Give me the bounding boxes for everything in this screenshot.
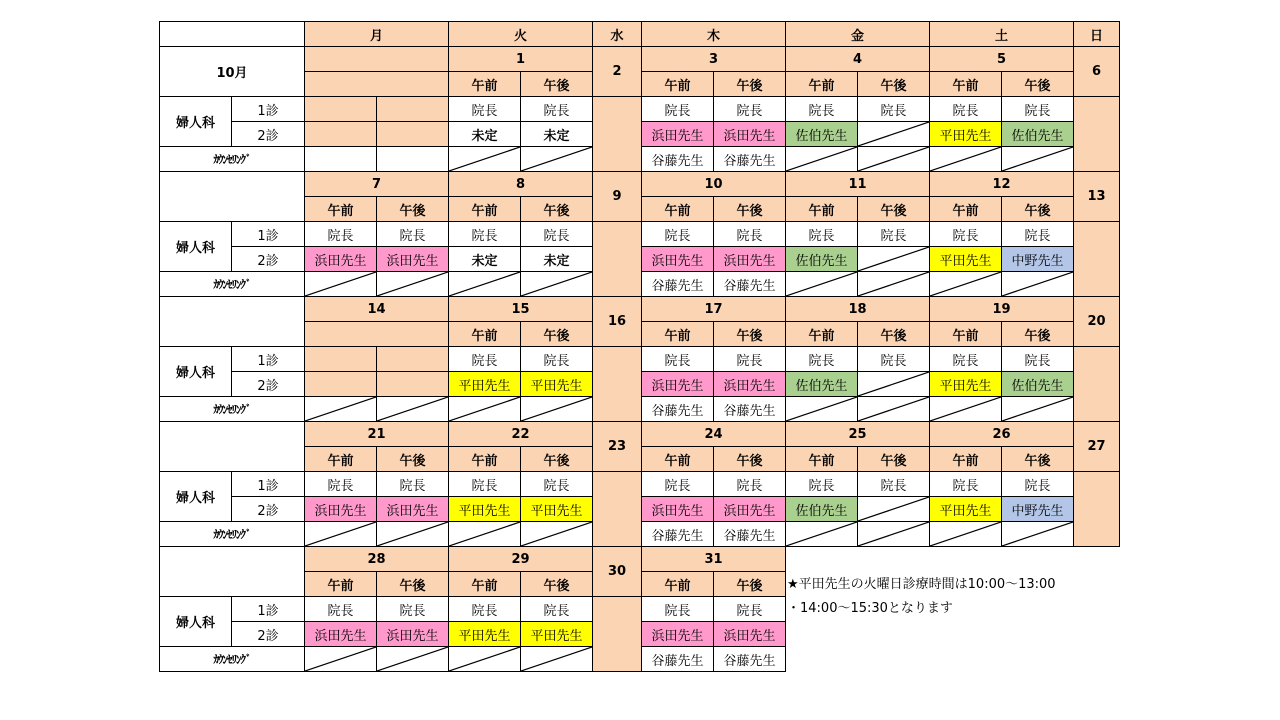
doctor-cell-row2: 浜田先生 [304, 496, 377, 522]
pm-header: 午後 [376, 571, 449, 597]
doctor-cell-row1: 院長 [448, 96, 521, 122]
doctor-cell-row1: 院長 [304, 471, 377, 497]
date-cell: 1 [448, 46, 593, 72]
closed-day-date: 6 [1073, 46, 1120, 97]
week-label-blank [159, 421, 305, 472]
date-cell: 14 [304, 296, 449, 322]
doctor-cell-row1: 院長 [713, 596, 786, 622]
doctor-cell-row2: 浜田先生 [641, 621, 714, 647]
doctor-cell-row1: 院長 [520, 471, 593, 497]
date-cell: 10 [641, 171, 786, 197]
doctor-cell-row2: 浜田先生 [304, 621, 377, 647]
counseling-cell [448, 521, 521, 547]
doctor-cell-row2: 平田先生 [448, 621, 521, 647]
doctor-cell-row2: 平田先生 [929, 121, 1002, 147]
row2-label: 2診 [231, 121, 305, 147]
pm-header: 午後 [376, 446, 449, 472]
counseling-label: ｶｳﾝｾﾘﾝｸﾞ [159, 271, 305, 297]
doctor-cell-row1: 院長 [641, 346, 714, 372]
day-of-week-header: 水 [592, 21, 642, 47]
pm-header: 午後 [1001, 446, 1074, 472]
doctor-cell-row2: 浜田先生 [641, 246, 714, 272]
doctor-cell-row1: 院長 [448, 221, 521, 247]
doctor-cell-row1: 院長 [857, 471, 930, 497]
am-header: 午前 [448, 446, 521, 472]
row1-label: 1診 [231, 96, 305, 122]
subheader-blank [304, 71, 449, 97]
doctor-cell-row2 [857, 496, 930, 522]
doctor-cell-row2: 佐伯先生 [785, 121, 858, 147]
date-cell: 21 [304, 421, 449, 447]
counseling-cell [376, 146, 449, 172]
day-of-week-header: 金 [785, 21, 930, 47]
doctor-cell-row1: 院長 [929, 346, 1002, 372]
am-header: 午前 [929, 446, 1002, 472]
closed-day-date: 13 [1073, 171, 1120, 222]
doctor-cell-row2: 浜田先生 [376, 246, 449, 272]
counseling-cell: 谷藤先生 [641, 396, 714, 422]
department-label: 婦人科 [159, 471, 232, 522]
counseling-cell [1001, 271, 1074, 297]
doctor-cell-row1: 院長 [857, 221, 930, 247]
counseling-cell: 谷藤先生 [713, 396, 786, 422]
doctor-cell-row2: 中野先生 [1001, 496, 1074, 522]
am-header: 午前 [448, 71, 521, 97]
doctor-cell-row2: 平田先生 [929, 496, 1002, 522]
counseling-cell [448, 271, 521, 297]
counseling-label: ｶｳﾝｾﾘﾝｸﾞ [159, 146, 305, 172]
am-header: 午前 [785, 196, 858, 222]
date-cell: 17 [641, 296, 786, 322]
doctor-cell-row1: 院長 [641, 221, 714, 247]
month-label: 10月 [159, 46, 305, 97]
doctor-cell-row2: 平田先生 [929, 371, 1002, 397]
counseling-label: ｶｳﾝｾﾘﾝｸﾞ [159, 396, 305, 422]
pm-header: 午後 [376, 196, 449, 222]
doctor-cell-row1: 院長 [376, 221, 449, 247]
doctor-cell-row1: 院長 [304, 221, 377, 247]
counseling-cell [785, 521, 858, 547]
doctor-cell-row1: 院長 [448, 596, 521, 622]
closed-day-body [592, 96, 642, 172]
counseling-cell [376, 396, 449, 422]
row1-label: 1診 [231, 596, 305, 622]
row2-label: 2診 [231, 246, 305, 272]
doctor-cell-row2: 浜田先生 [713, 371, 786, 397]
counseling-cell [448, 146, 521, 172]
doctor-cell-row1: 院長 [713, 96, 786, 122]
am-header: 午前 [304, 571, 377, 597]
counseling-label: ｶｳﾝｾﾘﾝｸﾞ [159, 646, 305, 672]
row1-label: 1診 [231, 221, 305, 247]
doctor-cell-row2: 平田先生 [520, 496, 593, 522]
doctor-cell-row1: 院長 [713, 221, 786, 247]
date-cell: 5 [929, 46, 1074, 72]
doctor-cell-row1: 院長 [713, 346, 786, 372]
doctor-cell-row1: 院長 [1001, 471, 1074, 497]
doctor-cell-row2 [857, 121, 930, 147]
closed-day-body [592, 221, 642, 297]
closed-day-date: 20 [1073, 296, 1120, 347]
subheader-blank [304, 321, 449, 347]
doctor-cell-row1: 院長 [785, 96, 858, 122]
am-header: 午前 [929, 71, 1002, 97]
date-cell: 29 [448, 546, 593, 572]
date-cell: 15 [448, 296, 593, 322]
closed-day-body [1073, 346, 1120, 422]
am-header: 午前 [929, 321, 1002, 347]
counseling-cell [304, 646, 377, 672]
day-of-week-header: 日 [1073, 21, 1120, 47]
week-label-blank [159, 546, 305, 597]
doctor-cell-row2: 浜田先生 [641, 496, 714, 522]
closed-day-body [1073, 471, 1120, 547]
day-of-week-header: 土 [929, 21, 1074, 47]
am-header: 午前 [785, 321, 858, 347]
doctor-cell-row2: 浜田先生 [641, 121, 714, 147]
day-of-week-header: 火 [448, 21, 593, 47]
doctor-cell-row2: 浜田先生 [376, 621, 449, 647]
counseling-cell [448, 646, 521, 672]
doctor-cell-row2 [857, 371, 930, 397]
closed-day-body [1073, 221, 1120, 297]
am-header: 午前 [448, 571, 521, 597]
counseling-cell [376, 646, 449, 672]
closed-day-date: 27 [1073, 421, 1120, 472]
counseling-cell: 谷藤先生 [641, 271, 714, 297]
doctor-cell-row1: 院長 [929, 221, 1002, 247]
day-of-week-header: 木 [641, 21, 786, 47]
doctor-cell-row2: 佐伯先生 [1001, 121, 1074, 147]
closed-day-date: 16 [592, 296, 642, 347]
date-cell: 11 [785, 171, 930, 197]
pm-header: 午後 [857, 446, 930, 472]
counseling-cell [376, 271, 449, 297]
pm-header: 午後 [520, 446, 593, 472]
doctor-cell-row2: 平田先生 [448, 371, 521, 397]
date-cell: 7 [304, 171, 449, 197]
counseling-cell [929, 271, 1002, 297]
am-header: 午前 [641, 446, 714, 472]
counseling-cell [304, 146, 377, 172]
counseling-cell [304, 521, 377, 547]
counseling-cell [520, 521, 593, 547]
row2-label: 2診 [231, 496, 305, 522]
am-header: 午前 [641, 571, 714, 597]
doctor-cell-row1: 院長 [376, 471, 449, 497]
pm-header: 午後 [713, 446, 786, 472]
counseling-cell [929, 146, 1002, 172]
counseling-cell [857, 146, 930, 172]
counseling-cell [857, 521, 930, 547]
doctor-cell-row2: 平田先生 [929, 246, 1002, 272]
am-header: 午前 [448, 196, 521, 222]
header-corner [159, 21, 305, 47]
note-line-1: ★平田先生の火曜日診療時間は10:00～13:00 [787, 577, 1056, 592]
closed-slot [304, 371, 377, 397]
pm-header: 午後 [520, 571, 593, 597]
counseling-cell: 谷藤先生 [713, 271, 786, 297]
counseling-cell [857, 271, 930, 297]
doctor-cell-row1: 院長 [376, 596, 449, 622]
am-header: 午前 [785, 446, 858, 472]
counseling-cell: 谷藤先生 [641, 646, 714, 672]
row2-label: 2診 [231, 621, 305, 647]
doctor-cell-row2: 浜田先生 [713, 621, 786, 647]
counseling-cell: 谷藤先生 [713, 146, 786, 172]
doctor-cell-row2: 佐伯先生 [785, 496, 858, 522]
closed-day-body [592, 346, 642, 422]
doctor-cell-row1: 院長 [785, 221, 858, 247]
pm-header: 午後 [857, 71, 930, 97]
doctor-cell-row1: 院長 [929, 471, 1002, 497]
doctor-cell-row1: 院長 [520, 346, 593, 372]
am-header: 午前 [448, 321, 521, 347]
counseling-cell [1001, 521, 1074, 547]
date-cell: 19 [929, 296, 1074, 322]
department-label: 婦人科 [159, 221, 232, 272]
counseling-cell [520, 646, 593, 672]
date-cell: 4 [785, 46, 930, 72]
closed-day-date: 9 [592, 171, 642, 222]
day-of-week-header: 月 [304, 21, 449, 47]
doctor-cell-row2: 平田先生 [448, 496, 521, 522]
counseling-cell: 谷藤先生 [713, 646, 786, 672]
pm-header: 午後 [1001, 321, 1074, 347]
week-label-blank [159, 171, 305, 222]
department-label: 婦人科 [159, 596, 232, 647]
pm-header: 午後 [857, 321, 930, 347]
doctor-cell-row2: 浜田先生 [713, 121, 786, 147]
date-cell: 25 [785, 421, 930, 447]
row1-label: 1診 [231, 471, 305, 497]
counseling-cell: 谷藤先生 [713, 521, 786, 547]
doctor-cell-row1: 院長 [1001, 96, 1074, 122]
doctor-cell-row1: 院長 [520, 596, 593, 622]
pm-header: 午後 [713, 571, 786, 597]
counseling-cell [376, 521, 449, 547]
department-label: 婦人科 [159, 346, 232, 397]
doctor-cell-row1: 院長 [857, 96, 930, 122]
department-label: 婦人科 [159, 96, 232, 147]
doctor-cell-row2: 浜田先生 [641, 371, 714, 397]
counseling-cell: 谷藤先生 [641, 521, 714, 547]
doctor-cell-row2: 佐伯先生 [785, 371, 858, 397]
doctor-cell-row2: 未定 [448, 121, 521, 147]
doctor-cell-row1: 院長 [520, 96, 593, 122]
counseling-cell [1001, 396, 1074, 422]
week-label-blank [159, 296, 305, 347]
doctor-cell-row2: 未定 [448, 246, 521, 272]
doctor-cell-row2: 浜田先生 [713, 496, 786, 522]
row1-label: 1診 [231, 346, 305, 372]
counseling-cell [929, 521, 1002, 547]
doctor-cell-row2: 平田先生 [520, 621, 593, 647]
closed-day-body [1073, 96, 1120, 172]
row2-label: 2診 [231, 371, 305, 397]
counseling-cell: 谷藤先生 [641, 146, 714, 172]
closed-slot [304, 96, 377, 122]
am-header: 午前 [929, 196, 1002, 222]
note-line-2: ・14:00～15:30となります [787, 601, 953, 616]
pm-header: 午後 [520, 321, 593, 347]
counseling-cell [448, 396, 521, 422]
pm-header: 午後 [857, 196, 930, 222]
pm-header: 午後 [713, 196, 786, 222]
schedule-note [787, 573, 1056, 621]
counseling-cell [785, 396, 858, 422]
am-header: 午前 [304, 446, 377, 472]
closed-day-date: 2 [592, 46, 642, 97]
closed-day-body [592, 596, 642, 672]
am-header: 午前 [641, 196, 714, 222]
pm-header: 午後 [520, 196, 593, 222]
doctor-cell-row1: 院長 [857, 346, 930, 372]
pm-header: 午後 [520, 71, 593, 97]
closed-day-date: 30 [592, 546, 642, 597]
date-cell: 26 [929, 421, 1074, 447]
date-cell: 12 [929, 171, 1074, 197]
closed-slot [304, 121, 377, 147]
pm-header: 午後 [713, 321, 786, 347]
counseling-cell [929, 396, 1002, 422]
doctor-cell-row1: 院長 [448, 346, 521, 372]
date-cell: 18 [785, 296, 930, 322]
date-cell: 22 [448, 421, 593, 447]
doctor-cell-row2: 未定 [520, 246, 593, 272]
counseling-cell [1001, 146, 1074, 172]
doctor-cell-row1: 院長 [785, 471, 858, 497]
closed-slot [304, 346, 377, 372]
closed-day-body [592, 471, 642, 547]
am-header: 午前 [641, 321, 714, 347]
doctor-cell-row1: 院長 [448, 471, 521, 497]
pm-header: 午後 [713, 71, 786, 97]
doctor-cell-row1: 院長 [641, 596, 714, 622]
doctor-cell-row1: 院長 [1001, 346, 1074, 372]
doctor-cell-row1: 院長 [520, 221, 593, 247]
pm-header: 午後 [1001, 71, 1074, 97]
date-cell [304, 46, 449, 72]
date-cell: 3 [641, 46, 786, 72]
doctor-cell-row2: 浜田先生 [713, 246, 786, 272]
closed-slot [376, 346, 449, 372]
doctor-cell-row1: 院長 [1001, 221, 1074, 247]
date-cell: 8 [448, 171, 593, 197]
doctor-cell-row2: 中野先生 [1001, 246, 1074, 272]
doctor-cell-row2 [857, 246, 930, 272]
doctor-cell-row1: 院長 [304, 596, 377, 622]
doctor-cell-row2: 佐伯先生 [785, 246, 858, 272]
doctor-cell-row2: 平田先生 [520, 371, 593, 397]
counseling-cell [520, 396, 593, 422]
closed-slot [376, 96, 449, 122]
counseling-cell [857, 396, 930, 422]
date-cell: 28 [304, 546, 449, 572]
closed-day-date: 23 [592, 421, 642, 472]
doctor-cell-row2: 未定 [520, 121, 593, 147]
doctor-cell-row1: 院長 [641, 96, 714, 122]
doctor-cell-row2: 浜田先生 [304, 246, 377, 272]
counseling-cell [304, 271, 377, 297]
counseling-cell [520, 271, 593, 297]
doctor-cell-row1: 院長 [641, 471, 714, 497]
closed-slot [376, 371, 449, 397]
date-cell: 24 [641, 421, 786, 447]
counseling-cell [785, 271, 858, 297]
date-cell: 31 [641, 546, 786, 572]
doctor-cell-row1: 院長 [785, 346, 858, 372]
counseling-cell [785, 146, 858, 172]
am-header: 午前 [304, 196, 377, 222]
doctor-cell-row1: 院長 [929, 96, 1002, 122]
pm-header: 午後 [1001, 196, 1074, 222]
doctor-cell-row2: 佐伯先生 [1001, 371, 1074, 397]
am-header: 午前 [641, 71, 714, 97]
counseling-cell [304, 396, 377, 422]
am-header: 午前 [785, 71, 858, 97]
counseling-cell [520, 146, 593, 172]
closed-slot [376, 121, 449, 147]
doctor-cell-row1: 院長 [713, 471, 786, 497]
doctor-cell-row2: 浜田先生 [376, 496, 449, 522]
counseling-label: ｶｳﾝｾﾘﾝｸﾞ [159, 521, 305, 547]
